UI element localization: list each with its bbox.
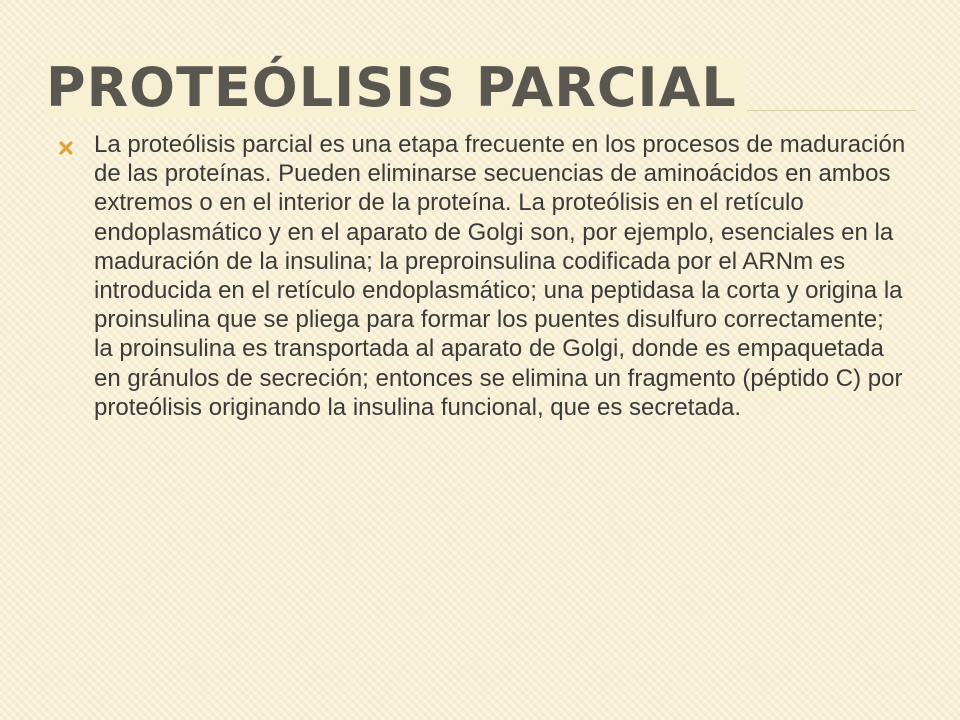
x-mark-bullet-icon bbox=[58, 140, 74, 156]
bullet-text: La proteólisis parcial es una etapa frecuente en los procesos de maduración de las proteínas. Pueden eliminarse secuencias de aminoácidos en ambos extremos o en el interior de la proteína. La proteólisis en el retículo endoplasmático y en el aparato de Golgi son, por ejemplo, esenciales en la maduración de la insulina; la preproinsulina codificada por el ARNm es introducida en el retículo endoplasmático; una peptidasa la corta y origina la proinsulina que se pliega para formar los puentes disulfuro correctamente; la proinsulina es transportada al aparato de Golgi, donde es empaquetada en gránulos de secreción; entonces se elimina un fragmento (péptido C) por proteólisis originando la insulina funcional, que es secretada. bbox=[94, 131, 906, 421]
slide-title: PROTEÓLISIS PARCIAL bbox=[46, 58, 747, 118]
slide-content bbox=[58, 130, 908, 422]
bullet-item bbox=[58, 130, 908, 422]
